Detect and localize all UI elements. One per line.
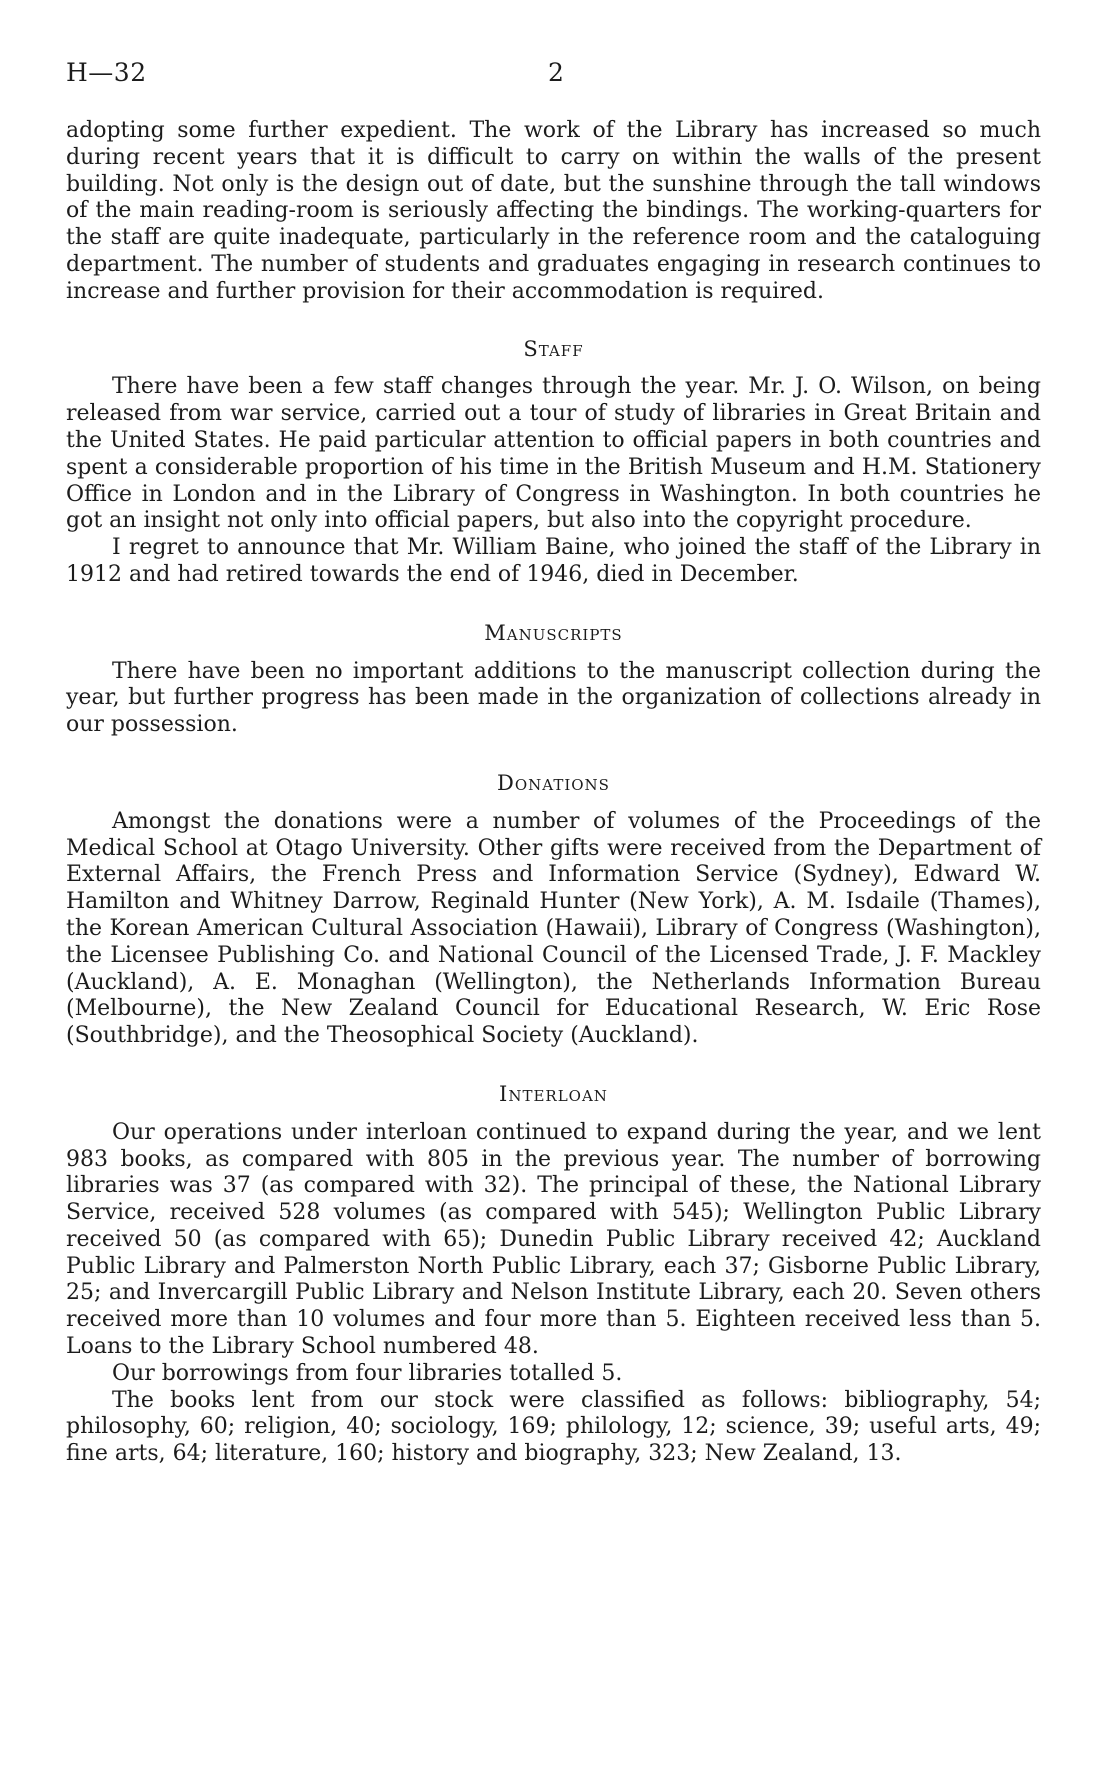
- interloan-paragraph-1: Our operations under interloan continued to expand during the year, and we lent 983 books, as compared with 805 in the previous year. The number of borrowing libraries was 37 (as compared with 32). The principal of these, the National Library Service, received 528 volumes (as compared with 545); Wellington Public Library received 50 (as compared with 65); Dunedin Public Library received 42; Auckland Public Library and Palmerston North Public Library, each 37; Gisborne Public Library, 25; and Invercargill Public Library and Nelson Institute Library, each 20. Seven others received more than 10 volumes and four more than 5. Eighteen received less than 5. Loans to the Library School numbered 48.: [66, 1119, 1041, 1360]
- staff-paragraph-1: There have been a few staff changes through the year. Mr. J. O. Wilson, on being released from war service, carried out a tour of study of libraries in Great Britain and the United States. He paid particular attention to official papers in both countries and spent a considerable proportion of his time in the British Museum and H.M. Stationery Office in London and in the Library of Congress in Washington. In both countries he got an insight not only into official papers, but also into the copyright procedure.: [66, 374, 1041, 534]
- intro-paragraph: adopting some further expedient. The work of the Library has increased so much during recent years that it is difficult to carry on within the walls of the present building. Not only is the design out of date, but the sunshine through the tall windows of the main reading-room is seriously affecting the bindings. The working-quarters for the staff are quite inadequate, particularly in the reference room and the cataloguing department. The number of students and graduates engaging in research continues to increase and further provision for their accommodation is required.: [66, 118, 1041, 304]
- manuscripts-section: [66, 620, 1041, 739]
- donations-paragraph-1: Amongst the donations were a number of volumes of the Proceedings of the Medical School at Otago University. Other gifts were received from the Department of External Affairs, the French Press and Information Service (Sydney), Edward W. Hamilton and Whitney Darrow, Reginald Hunter (New York), A. M. Isdaile (Thames), the Korean American Cultural Association (Hawaii), Library of Congress (Washington), the Licensee Publishing Co. and National Council of the Licensed Trade, J. F. Mackley (Auckland), A. E. Monaghan (Wellington), the Netherlands Information Bureau (Melbourne), the New Zealand Council for Educational Research, W. Eric Rose (Southbridge), and the Theosophical Society (Auckland).: [66, 808, 1041, 1049]
- page-header: [66, 58, 1048, 98]
- section-heading-manuscripts: Manuscripts: [484, 620, 623, 645]
- page-number: 2: [548, 58, 564, 87]
- staff-section: [66, 336, 1041, 589]
- interloan-paragraph-3: The books lent from our stock were classified as follows: bibliography, 54; philosophy, 60; religion, 40; sociology, 169; philology, 12; science, 39; useful arts, 49; fine arts, 64; literature, 160; history and biography, 323; New Zealand, 13.: [66, 1387, 1041, 1467]
- section-heading-staff: Staff: [523, 336, 584, 361]
- manuscripts-paragraph-1: There have been no important additions to the manuscript collection during the year, but further progress has been made in the organization of collections already in our possession.: [66, 658, 1041, 738]
- interloan-paragraph-2: Our borrowings from four libraries totalled 5.: [112, 1360, 623, 1386]
- donations-section: [66, 770, 1041, 1050]
- page-body: [66, 118, 1041, 1468]
- interloan-section: [66, 1081, 1041, 1468]
- section-heading-interloan: Interloan: [499, 1081, 608, 1106]
- staff-paragraph-2: I regret to announce that Mr. William Baine, who joined the staff of the Library in 1912 and had retired towards the end of 1946, died in December.: [66, 535, 1041, 587]
- section-heading-donations: Donations: [497, 770, 610, 795]
- document-reference: H—32: [66, 58, 147, 87]
